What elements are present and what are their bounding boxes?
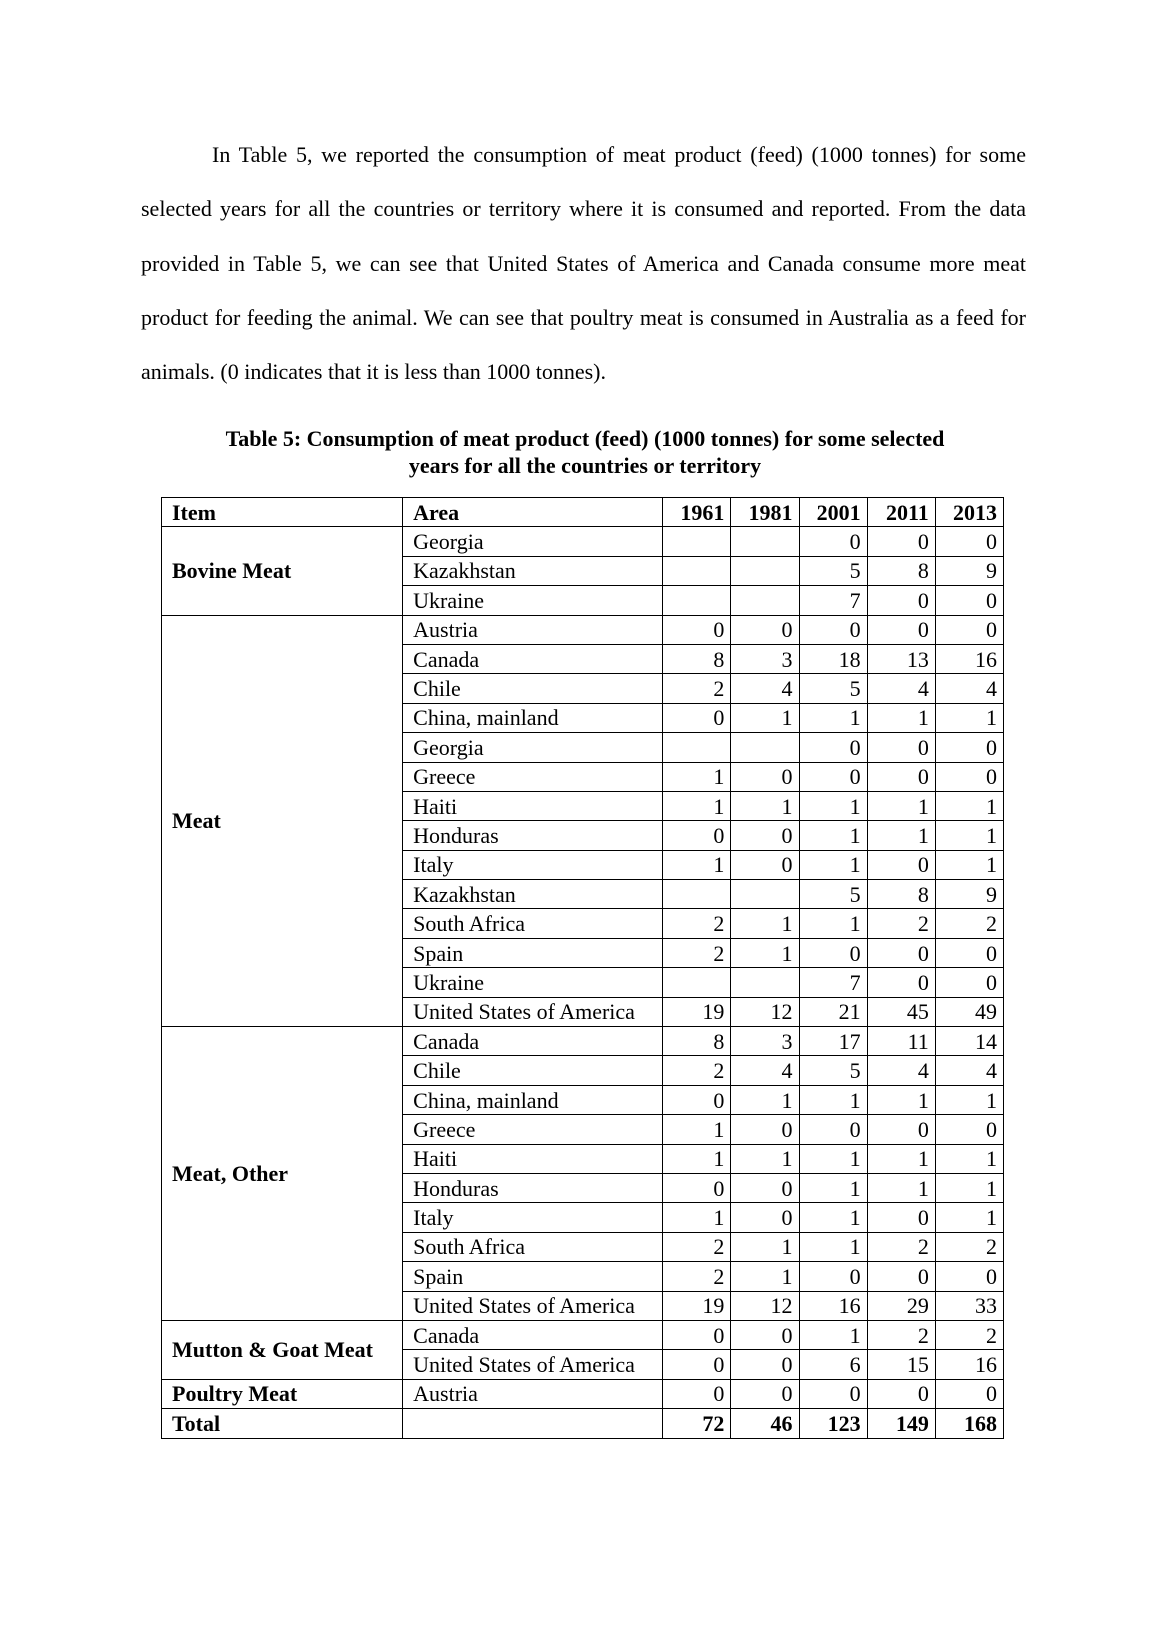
value-cell: 2 [663,1232,731,1261]
area-cell: Canada [403,644,663,673]
table-caption-line-2: years for all the countries or territory [408,453,762,478]
value-cell: 1 [663,850,731,879]
value-cell: 0 [663,1085,731,1114]
value-cell: 15 [867,1350,935,1379]
value-cell: 0 [935,762,1003,791]
area-cell: Haiti [403,791,663,820]
value-cell: 2 [867,909,935,938]
value-cell [663,880,731,909]
value-cell: 0 [731,821,799,850]
value-cell: 1 [799,703,867,732]
value-cell: 0 [867,733,935,762]
value-cell: 12 [731,1291,799,1320]
area-cell: Greece [403,1115,663,1144]
item-cell: Bovine Meat [162,527,403,615]
value-cell: 1 [867,1173,935,1202]
area-cell: Canada [403,1320,663,1349]
value-cell: 1 [799,1173,867,1202]
value-cell: 33 [935,1291,1003,1320]
value-cell: 8 [867,556,935,585]
value-cell: 0 [799,938,867,967]
total-value-cell: 149 [867,1409,935,1438]
value-cell: 1 [663,1115,731,1144]
total-value-cell: 168 [935,1409,1003,1438]
value-cell: 1 [935,1144,1003,1173]
item-cell: Poultry Meat [162,1379,403,1408]
value-cell: 1 [935,1173,1003,1202]
value-cell: 2 [935,909,1003,938]
header-year: 2001 [799,498,867,527]
value-cell: 16 [799,1291,867,1320]
value-cell: 1 [799,821,867,850]
value-cell: 0 [867,850,935,879]
total-label: Total [162,1409,403,1438]
value-cell: 4 [935,1056,1003,1085]
value-cell: 0 [935,586,1003,615]
value-cell [663,733,731,762]
value-cell: 16 [935,644,1003,673]
value-cell: 9 [935,880,1003,909]
area-cell: South Africa [403,909,663,938]
table-header-row [162,498,1004,527]
value-cell: 0 [731,1379,799,1408]
value-cell: 0 [731,850,799,879]
value-cell: 1 [799,1203,867,1232]
value-cell: 0 [867,1115,935,1144]
value-cell: 17 [799,1027,867,1056]
value-cell: 0 [731,1320,799,1349]
value-cell: 5 [799,880,867,909]
value-cell: 0 [799,527,867,556]
value-cell: 1 [731,1232,799,1261]
area-cell: South Africa [403,1232,663,1261]
value-cell: 4 [731,1056,799,1085]
table-row [162,1027,1004,1056]
value-cell: 18 [799,644,867,673]
value-cell: 0 [731,1350,799,1379]
value-cell: 2 [935,1320,1003,1349]
value-cell: 1 [799,850,867,879]
value-cell: 1 [935,821,1003,850]
area-cell: Austria [403,615,663,644]
value-cell: 12 [731,997,799,1026]
value-cell: 8 [867,880,935,909]
value-cell: 5 [799,556,867,585]
value-cell: 4 [867,674,935,703]
value-cell: 1 [731,1144,799,1173]
value-cell: 0 [867,938,935,967]
value-cell: 13 [867,644,935,673]
value-cell: 0 [867,615,935,644]
value-cell: 1 [731,1262,799,1291]
area-cell: Austria [403,1379,663,1408]
value-cell: 5 [799,674,867,703]
value-cell: 1 [867,703,935,732]
area-cell: Georgia [403,527,663,556]
area-cell: United States of America [403,997,663,1026]
value-cell: 1 [799,909,867,938]
value-cell: 0 [731,615,799,644]
value-cell: 19 [663,997,731,1026]
area-cell: Georgia [403,733,663,762]
value-cell: 4 [731,674,799,703]
total-row [162,1409,1004,1438]
value-cell: 4 [867,1056,935,1085]
value-cell: 0 [663,703,731,732]
value-cell: 1 [731,909,799,938]
value-cell: 14 [935,1027,1003,1056]
value-cell: 0 [867,968,935,997]
table-caption-line-1: Table 5: Consumption of meat product (feed) (1000 tonnes) for some selected [225,426,945,451]
table-body [162,527,1004,1438]
area-cell: Ukraine [403,968,663,997]
table-row [162,527,1004,556]
area-cell: Chile [403,1056,663,1085]
area-cell: Italy [403,1203,663,1232]
value-cell: 1 [867,1144,935,1173]
value-cell: 7 [799,968,867,997]
value-cell: 0 [935,1379,1003,1408]
value-cell: 0 [935,968,1003,997]
value-cell: 0 [663,1320,731,1349]
value-cell: 1 [935,1085,1003,1114]
value-cell: 1 [663,1144,731,1173]
value-cell: 1 [731,938,799,967]
value-cell: 1 [935,850,1003,879]
value-cell [731,586,799,615]
area-cell: Canada [403,1027,663,1056]
value-cell: 2 [663,938,731,967]
value-cell: 3 [731,1027,799,1056]
area-cell: Chile [403,674,663,703]
item-cell: Meat, Other [162,1027,403,1321]
area-cell: Spain [403,1262,663,1291]
value-cell: 0 [935,1115,1003,1144]
value-cell: 1 [799,1144,867,1173]
value-cell [731,880,799,909]
value-cell: 1 [799,1085,867,1114]
value-cell: 11 [867,1027,935,1056]
value-cell: 0 [799,762,867,791]
value-cell [731,527,799,556]
total-value-cell: 72 [663,1409,731,1438]
value-cell: 0 [731,1173,799,1202]
table-caption [200,425,970,479]
value-cell: 2 [935,1232,1003,1261]
table-row [162,615,1004,644]
value-cell: 0 [935,1262,1003,1291]
value-cell: 1 [663,1203,731,1232]
value-cell: 8 [663,644,731,673]
value-cell [731,733,799,762]
value-cell: 1 [935,703,1003,732]
value-cell: 1 [867,1085,935,1114]
body-paragraph: In Table 5, we reported the consumption of meat product (feed) (1000 tonnes) for some selected years for all the countries or territory where it is consumed and reported. From the data provided in Table 5, we can see that United States of America and Canada consume more meat product for feeding the animal. We can see that poultry meat is consumed in Australia as a feed for animals. (0 indicates that it is less than 1000 tonnes). [141,142,1026,385]
value-cell: 1 [731,1085,799,1114]
header-item: Item [162,498,403,527]
value-cell: 0 [799,1115,867,1144]
value-cell [663,527,731,556]
value-cell: 9 [935,556,1003,585]
area-cell: Ukraine [403,586,663,615]
value-cell: 1 [663,791,731,820]
table-row [162,1379,1004,1408]
value-cell: 0 [867,1203,935,1232]
header-year: 1981 [731,498,799,527]
total-value-cell: 46 [731,1409,799,1438]
value-cell: 1 [731,791,799,820]
value-cell: 19 [663,1291,731,1320]
value-cell: 1 [867,791,935,820]
value-cell [731,556,799,585]
header-year: 2013 [935,498,1003,527]
value-cell: 0 [867,762,935,791]
value-cell: 0 [935,938,1003,967]
value-cell: 4 [935,674,1003,703]
value-cell: 0 [935,527,1003,556]
value-cell: 0 [935,615,1003,644]
value-cell: 0 [799,1379,867,1408]
value-cell: 1 [935,1203,1003,1232]
value-cell: 2 [663,1262,731,1291]
header-year: 2011 [867,498,935,527]
area-cell: United States of America [403,1291,663,1320]
value-cell: 0 [731,1203,799,1232]
area-cell: Haiti [403,1144,663,1173]
header-year: 1961 [663,498,731,527]
meat-feed-table [161,497,1004,1439]
item-cell: Mutton & Goat Meat [162,1320,403,1379]
value-cell: 1 [731,703,799,732]
value-cell: 6 [799,1350,867,1379]
value-cell: 0 [731,1115,799,1144]
area-cell: China, mainland [403,703,663,732]
header-area: Area [403,498,663,527]
value-cell: 2 [867,1232,935,1261]
value-cell: 0 [867,527,935,556]
value-cell [663,586,731,615]
value-cell: 0 [731,762,799,791]
area-cell: Italy [403,850,663,879]
value-cell: 3 [731,644,799,673]
value-cell: 2 [867,1320,935,1349]
value-cell [663,556,731,585]
area-cell: China, mainland [403,1085,663,1114]
value-cell [663,968,731,997]
total-area-cell [403,1409,663,1438]
value-cell: 45 [867,997,935,1026]
value-cell: 0 [663,821,731,850]
value-cell: 1 [799,1320,867,1349]
value-cell: 5 [799,1056,867,1085]
item-cell: Meat [162,615,403,1026]
value-cell [731,968,799,997]
value-cell: 0 [663,1350,731,1379]
area-cell: Greece [403,762,663,791]
total-value-cell: 123 [799,1409,867,1438]
area-cell: Honduras [403,1173,663,1202]
area-cell: Kazakhstan [403,880,663,909]
value-cell: 0 [935,733,1003,762]
value-cell: 1 [799,791,867,820]
value-cell: 0 [663,615,731,644]
value-cell: 8 [663,1027,731,1056]
value-cell: 21 [799,997,867,1026]
value-cell: 0 [867,586,935,615]
value-cell: 7 [799,586,867,615]
value-cell: 0 [867,1379,935,1408]
area-cell: Spain [403,938,663,967]
value-cell: 2 [663,1056,731,1085]
value-cell: 1 [663,762,731,791]
value-cell: 0 [663,1173,731,1202]
value-cell: 16 [935,1350,1003,1379]
value-cell: 1 [799,1232,867,1261]
value-cell: 0 [663,1379,731,1408]
value-cell: 1 [867,821,935,850]
value-cell: 29 [867,1291,935,1320]
area-cell: United States of America [403,1350,663,1379]
area-cell: Kazakhstan [403,556,663,585]
area-cell: Honduras [403,821,663,850]
table-row [162,1320,1004,1349]
value-cell: 2 [663,674,731,703]
value-cell: 0 [799,733,867,762]
value-cell: 0 [867,1262,935,1291]
value-cell: 0 [799,615,867,644]
value-cell: 49 [935,997,1003,1026]
value-cell: 0 [799,1262,867,1291]
value-cell: 2 [663,909,731,938]
value-cell: 1 [935,791,1003,820]
